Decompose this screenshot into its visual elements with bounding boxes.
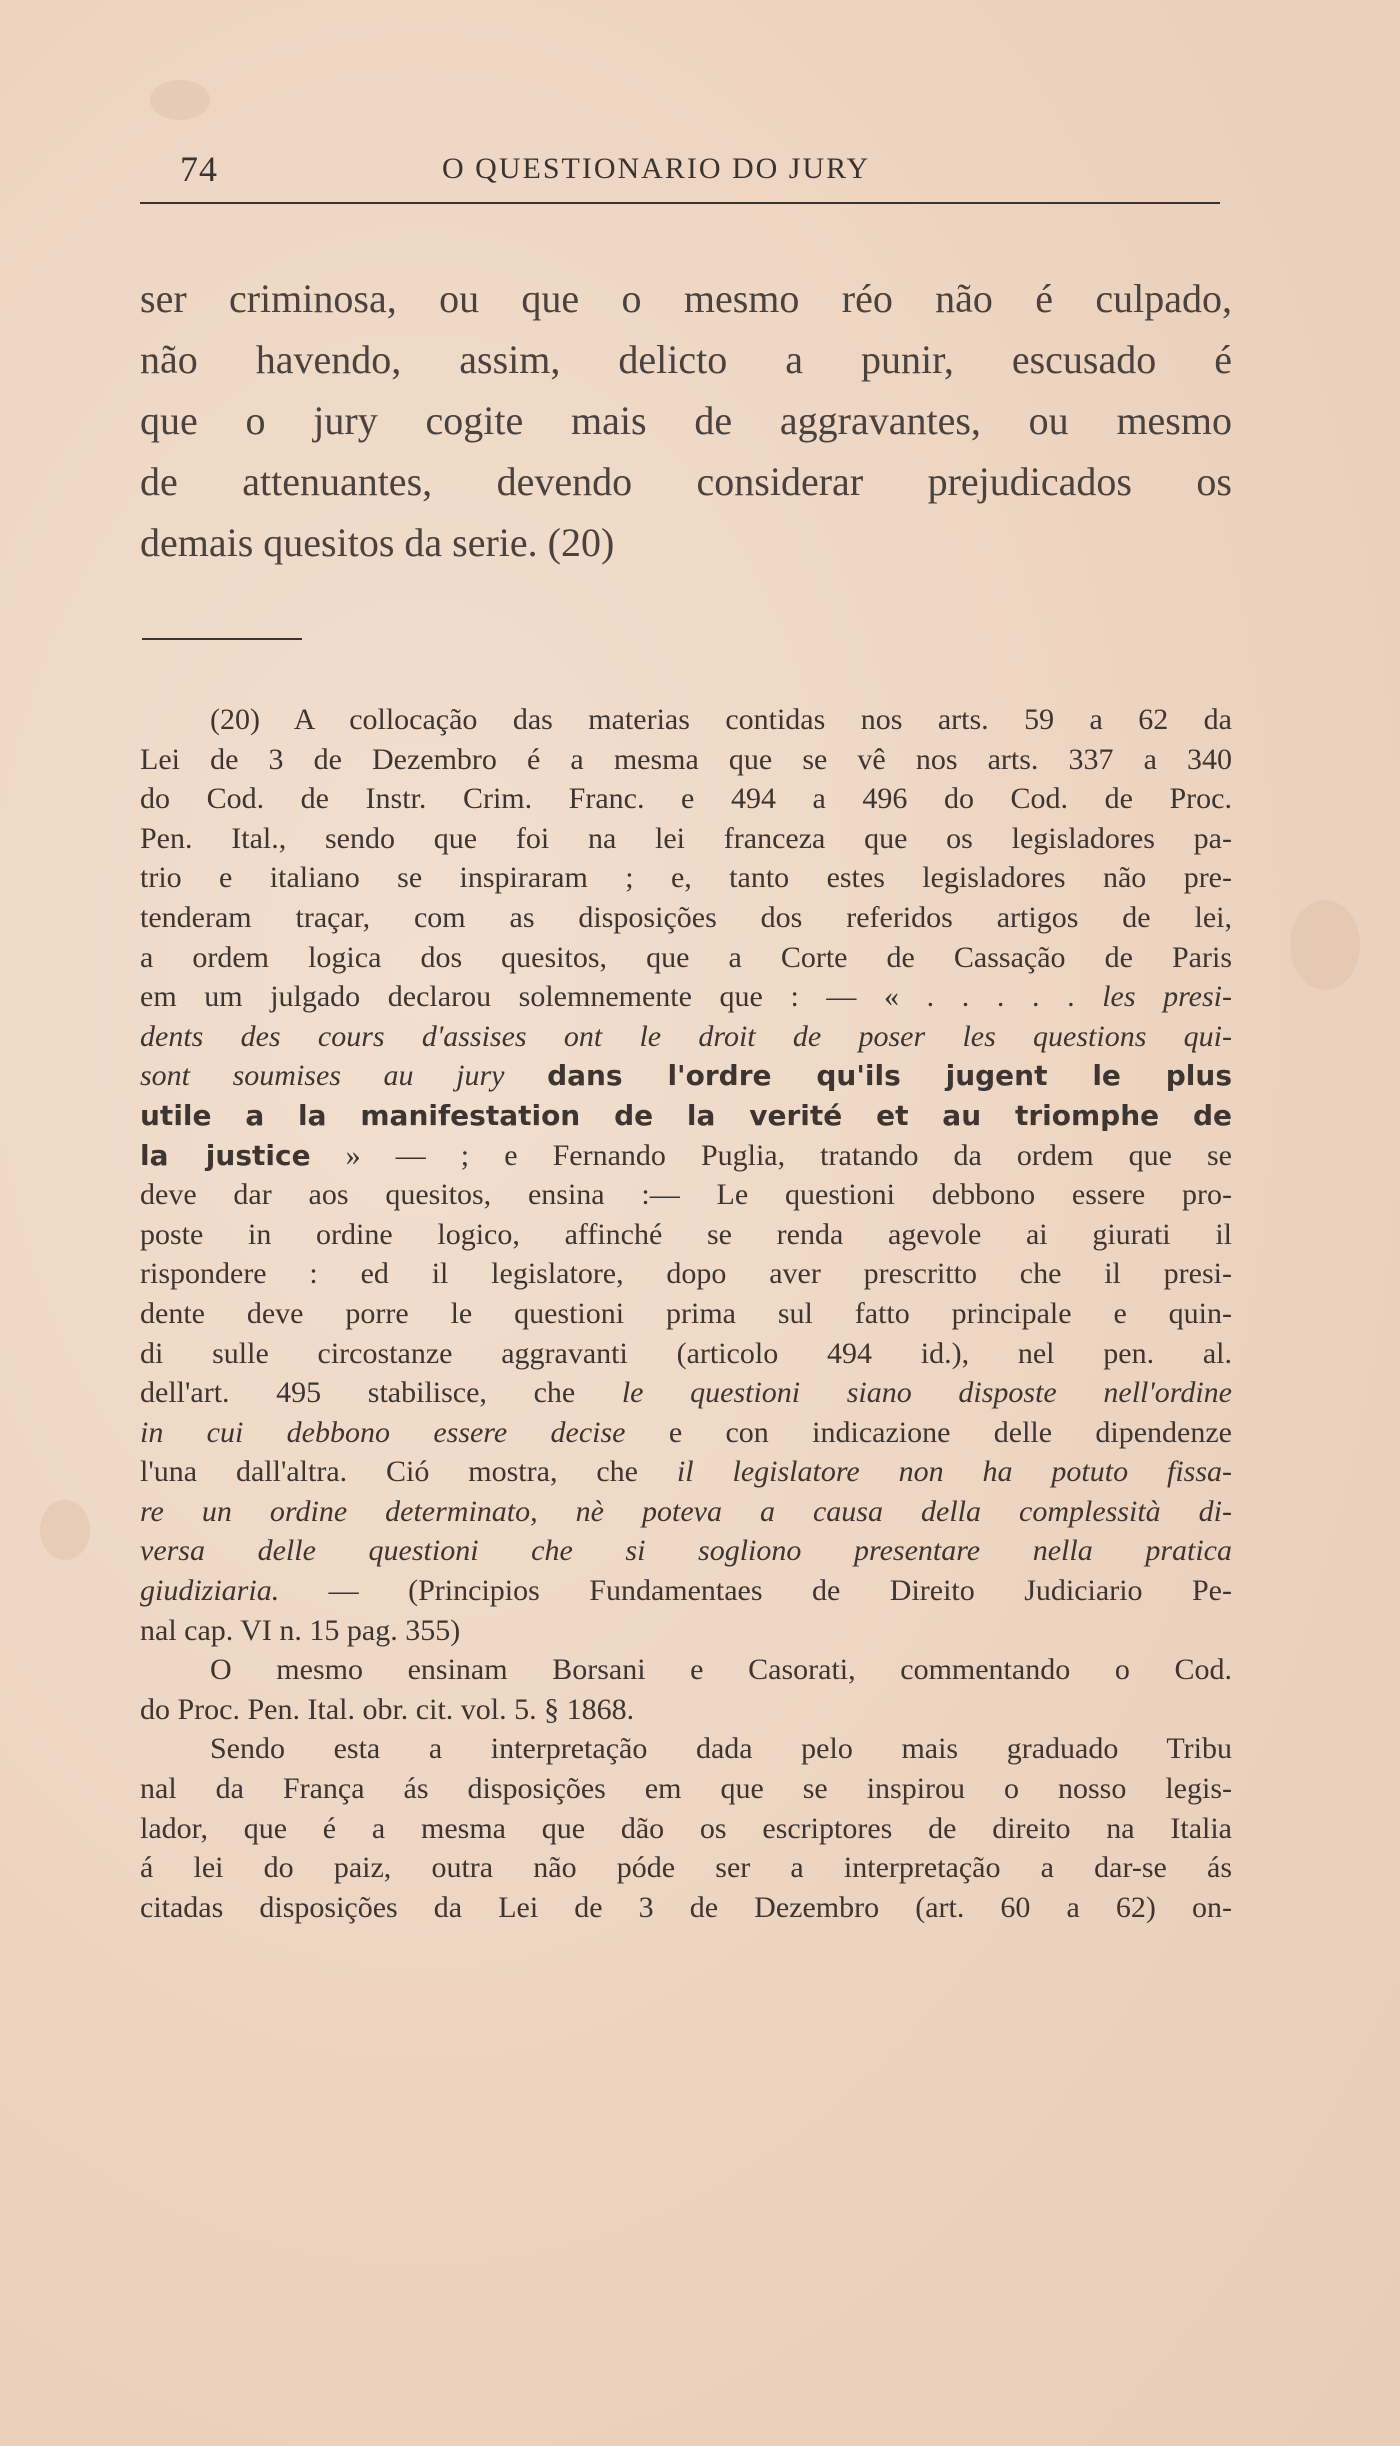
footnote-separator [142, 638, 302, 640]
footnote-quote: sont soumises au jury [140, 1059, 505, 1093]
footnote-text: e con indicazione delle dipendenze [668, 1415, 1232, 1449]
footnote-line: do Proc. Pen. Ital. obr. cit. vol. 5. § 1868. [140, 1692, 635, 1726]
footnote-line [140, 1056, 1232, 1096]
footnote-text: l'una dall'altra. Ció mostra, che [140, 1455, 638, 1489]
footnote-line [140, 977, 1232, 1017]
footnote-line: versa delle questioni che si sogliono presentare nella pratica [140, 1534, 1232, 1568]
body-line: não havendo, assim, delicto a punir, escusado é [140, 337, 1232, 382]
footnote-text: em um julgado declarou solemnemente que : — « . . . . . [140, 980, 1075, 1014]
footnote-line: tenderam traçar, com as disposições dos referidos artigos de lei, [140, 900, 1232, 934]
header-rule [140, 202, 1220, 204]
paper-stain [1290, 900, 1360, 990]
footnote-line: do Cod. de Instr. Crim. Franc. e 494 a 496 do Cod. de Proc. [140, 782, 1232, 816]
footnote-bold-quote: dans l'ordre qu'ils jugent le plus [547, 1059, 1232, 1093]
footnote-line: Lei de 3 de Dezembro é a mesma que se vê nos arts. 337 a 340 [140, 742, 1232, 776]
body-line: ser criminosa, ou que o mesmo réo não é culpado, [140, 276, 1232, 321]
footnote-line: a ordem logica dos quesitos, que a Corte de Cassação de Paris [140, 940, 1232, 974]
footnote-line: utile a la manifestation de la verité et au triomphe de [140, 1098, 1232, 1132]
main-text [140, 268, 1232, 573]
paper-stain [40, 1500, 90, 1560]
footnote-line: re un ordine determinato, nè poteva a causa della complessità di- [140, 1494, 1232, 1528]
footnote-line: á lei do paiz, outra não póde ser a interpretação a dar-se ás [140, 1851, 1232, 1885]
footnote-line [140, 1571, 1232, 1611]
footnote-text: — (Principios Fundamentaes de Direito Judiciario Pe- [328, 1574, 1232, 1608]
footnote-line: Sendo esta a interpretação dada pelo mais graduado Tribu [210, 1732, 1232, 1766]
footnote-line: dents des cours d'assises ont le droit de poser les questions qui- [140, 1019, 1232, 1053]
footnote-line: O mesmo ensinam Borsani e Casorati, commentando o Cod. [210, 1653, 1232, 1687]
body-line: que o jury cogite mais de aggravantes, ou mesmo [140, 398, 1232, 443]
footnote-line: deve dar aos quesitos, ensina :— Le questioni debbono essere pro- [140, 1178, 1232, 1212]
footnote-line: lador, que é a mesma que dão os escriptores de direito na Italia [140, 1811, 1232, 1845]
running-title: O QUESTIONARIO DO JURY [442, 152, 871, 185]
footnote-line: nal da França ás disposições em que se inspirou o nosso legis- [140, 1772, 1232, 1806]
footnote-20 [140, 700, 1232, 1927]
footnote-quote: giudiziaria. [140, 1574, 280, 1608]
footnote-line: Pen. Ital., sendo que foi na lei franceza que os legisladores pa- [140, 821, 1232, 855]
footnote-line: nal cap. VI n. 15 pag. 355) [140, 1613, 461, 1647]
footnote-line: citadas disposições da Lei de 3 de Dezembro (art. 60 a 62) on- [140, 1890, 1232, 1924]
body-line: de attenuantes, devendo considerar prejudicados os [140, 459, 1232, 504]
footnote-quote: il legislatore non ha potuto fissa- [676, 1455, 1232, 1489]
footnote-line [140, 1452, 1232, 1492]
footnote-line: trio e italiano se inspiraram ; e, tanto estes legisladores não pre- [140, 861, 1232, 895]
footnote-line: poste in ordine logico, affinché se renda agevole ai giurati il [140, 1217, 1232, 1251]
footnote-text: dell'art. 495 stabilisce, che [140, 1376, 576, 1410]
body-line: demais quesitos da serie. (20) [140, 520, 615, 565]
footnote-line: dente deve porre le questioni prima sul fatto principale e quin- [140, 1296, 1232, 1330]
footnote-quote: in cui debbono essere decise [140, 1415, 626, 1449]
paper-stain [150, 80, 210, 120]
footnote-line: di sulle circostanze aggravanti (articolo 494 id.), nel pen. al. [140, 1336, 1232, 1370]
footnote-quote: le questioni siano disposte nell'ordine [621, 1376, 1232, 1410]
footnote-line [140, 1136, 1232, 1176]
footnote-bold-quote: la justice [140, 1138, 311, 1172]
footnote-line: (20) A collocação das materias contidas nos arts. 59 a 62 da [210, 703, 1232, 736]
footnote-line [140, 1373, 1232, 1413]
page-number: 74 [180, 149, 218, 189]
footnote-line: rispondere : ed il legislatore, dopo aver prescritto che il presi- [140, 1257, 1232, 1291]
footnote-line [140, 1413, 1232, 1453]
footnote-quote: les presi- [1102, 980, 1232, 1014]
footnote-text: » — ; e Fernando Puglia, tratando da ordem que se [345, 1138, 1232, 1172]
running-header [140, 148, 1220, 192]
